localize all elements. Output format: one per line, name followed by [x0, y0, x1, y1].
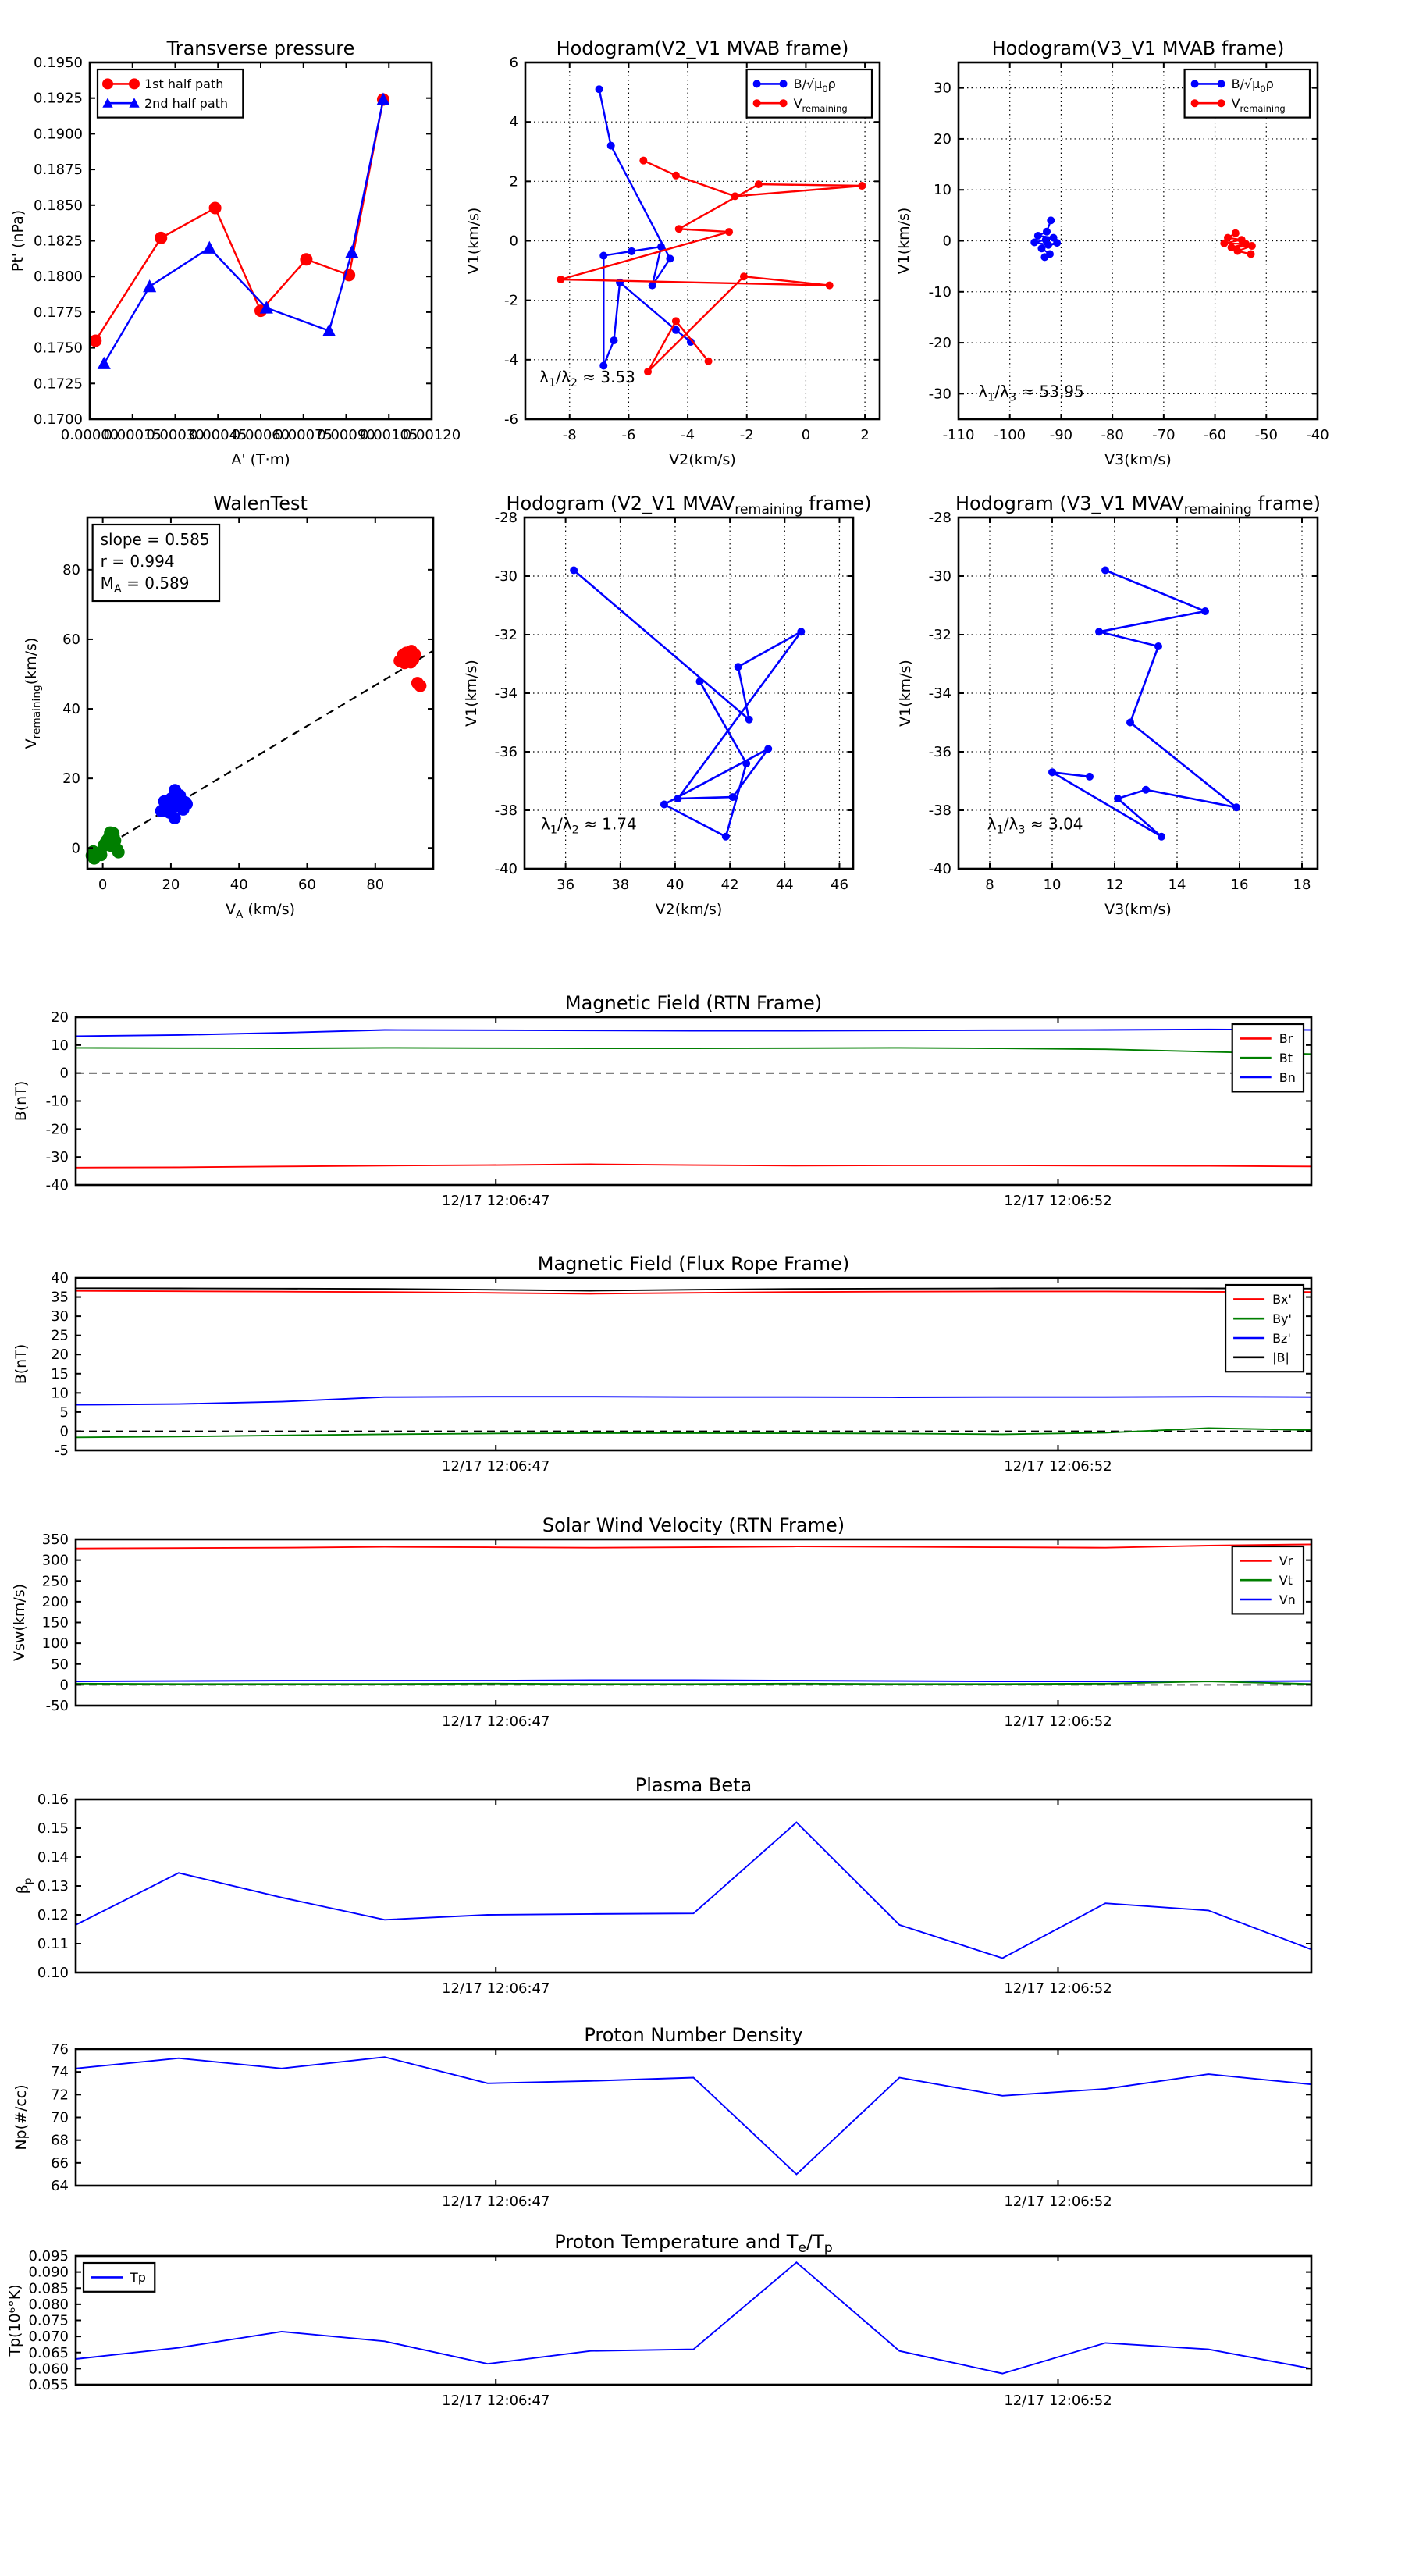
svg-text:Bz': Bz' [1272, 1330, 1291, 1346]
svg-text:λ1/λ2 ≈ 1.74: $\lambda_1/\lambda_2 \approx 1.74$ [541, 814, 637, 837]
svg-text:By': By' [1272, 1311, 1292, 1326]
svg-text:Vremaining: $V_{remaining}$ [793, 95, 848, 114]
svg-text:12/17 12:06:47: 12/17 12:06:47 [442, 1980, 550, 1997]
svg-text:0.1800: 0.1800 [34, 269, 83, 286]
svg-text:15: 15 [51, 1365, 69, 1382]
svg-text:-40: -40 [928, 861, 951, 877]
svg-text:0.15: 0.15 [37, 1820, 69, 1837]
svg-text:0.055: 0.055 [28, 2377, 69, 2393]
svg-text:0.1775: 0.1775 [34, 304, 83, 321]
svg-text:40: 40 [62, 701, 80, 718]
svg-text:80: 80 [62, 561, 80, 578]
svg-text:Vt: Vt [1279, 1572, 1293, 1588]
svg-text:Hodogram (V2_V1 MVAVremaining: Hodogram (V2_V1 $MVAV_{remaining}$ frame) [506, 493, 872, 518]
svg-text:-36: -36 [494, 744, 518, 760]
svg-text:0.1900: 0.1900 [34, 126, 83, 143]
svg-text:-110: -110 [942, 427, 975, 443]
svg-text:20: 20 [51, 1009, 69, 1026]
panel-p12 [6, 2231, 1311, 2409]
panel-p11 [12, 2024, 1311, 2210]
svg-text:0: 0 [98, 877, 108, 893]
svg-text:Pt' (nPa): Pt' (nPa) [9, 209, 27, 272]
svg-text:Br: Br [1279, 1031, 1293, 1047]
svg-text:-30: -30 [45, 1149, 69, 1166]
svg-text:0.060: 0.060 [28, 2361, 69, 2378]
svg-text:A' (T·m): A' (T·m) [231, 451, 290, 468]
svg-text:-34: -34 [494, 685, 518, 702]
svg-text:0.00015: 0.00015 [103, 427, 162, 443]
svg-text:250: 250 [41, 1573, 69, 1590]
svg-text:20: 20 [51, 1347, 69, 1364]
svg-text:B/√μ0ρ: $B/√\mu_0\rho$ [1231, 76, 1274, 95]
svg-text:12: 12 [1105, 877, 1124, 893]
svg-text:2: 2 [509, 173, 518, 190]
svg-text:Magnetic Field (RTN Frame): Magnetic Field (RTN Frame) [564, 992, 823, 1014]
svg-text:-4: -4 [504, 351, 518, 368]
svg-text:Hodogram(V2_V1 MVAB frame): Hodogram(V2_V1 MVAB frame) [556, 37, 849, 59]
panel-p3 [895, 37, 1329, 468]
svg-text:10: 10 [1043, 877, 1062, 893]
svg-text:V1(km/s): V1(km/s) [897, 660, 914, 727]
svg-text:V2(km/s): V2(km/s) [655, 901, 723, 918]
svg-text:λ1/λ3 ≈ 3.04: $\lambda_1/\lambda_3 \approx 3.04$ [987, 814, 1083, 837]
svg-text:-2: -2 [504, 292, 518, 309]
svg-text:14: 14 [1168, 877, 1186, 893]
svg-text:WalenTest: WalenTest [213, 493, 308, 514]
svg-text:30: 30 [51, 1308, 69, 1325]
svg-text:2: 2 [860, 427, 870, 443]
svg-text:76: 76 [51, 2041, 69, 2058]
svg-text:44: 44 [775, 877, 794, 893]
svg-text:12/17 12:06:47: 12/17 12:06:47 [442, 2194, 550, 2210]
svg-text:-70: -70 [1152, 427, 1176, 443]
svg-text:0.1750: 0.1750 [34, 340, 83, 357]
svg-text:-30: -30 [928, 568, 951, 585]
panel-p9 [11, 1514, 1311, 1730]
svg-text:72: 72 [51, 2087, 69, 2104]
svg-text:-28: -28 [494, 510, 518, 526]
svg-text:0: 0 [509, 233, 518, 250]
svg-text:0.1950: 0.1950 [34, 55, 83, 71]
svg-text:36: 36 [557, 877, 575, 893]
svg-text:10: 10 [51, 1037, 69, 1054]
svg-text:350: 350 [41, 1532, 69, 1548]
svg-text:6: 6 [509, 55, 518, 71]
svg-text:12/17 12:06:52: 12/17 12:06:52 [1004, 1980, 1112, 1997]
svg-text:100: 100 [41, 1635, 69, 1653]
svg-text:1st half path: 1st half path [144, 76, 224, 92]
svg-text:35: 35 [51, 1289, 69, 1306]
svg-text:0.00090: 0.00090 [317, 427, 375, 443]
svg-text:0.00105: 0.00105 [360, 427, 418, 443]
svg-text:r = 0.994: r = 0.994 [100, 552, 175, 571]
svg-text:80: 80 [366, 877, 385, 893]
svg-text:Tp(10⁶°K): Tp(10⁶°K) [6, 2284, 23, 2357]
svg-text:40: 40 [666, 877, 685, 893]
svg-text:50: 50 [51, 1656, 69, 1673]
svg-text:-50: -50 [45, 1698, 69, 1714]
svg-text:74: 74 [51, 2064, 69, 2081]
svg-text:150: 150 [41, 1614, 69, 1631]
svg-text:0.10: 0.10 [37, 1965, 69, 1981]
svg-text:B/√μ0ρ: $B/√\mu_0\rho$ [793, 76, 836, 95]
svg-text:38: 38 [611, 877, 630, 893]
svg-text:Proton Number Density: Proton Number Density [584, 2024, 803, 2046]
svg-text:0.12: 0.12 [37, 1907, 69, 1923]
svg-text:Proton Temperature and Te/Tp: Proton Temperature and $T_e/T_p$ [554, 2231, 833, 2256]
svg-text:5: 5 [59, 1404, 69, 1421]
svg-text:V1(km/s): V1(km/s) [463, 660, 480, 727]
svg-text:42: 42 [720, 877, 739, 893]
svg-text:0: 0 [59, 1065, 69, 1082]
svg-text:βp: $\beta_p$ [14, 1877, 34, 1895]
svg-text:0: 0 [801, 427, 811, 443]
svg-text:Tp: Tp [130, 2270, 146, 2286]
svg-text:0: 0 [59, 1423, 69, 1440]
svg-text:Solar Wind Velocity (RTN Frame: Solar Wind Velocity (RTN Frame) [542, 1514, 845, 1536]
svg-text:0.00030: 0.00030 [146, 427, 205, 443]
svg-text:MA = 0.589: $M_A = 0.589$ [100, 574, 190, 596]
svg-text:slope = 0.585: slope = 0.585 [100, 530, 210, 549]
svg-text:0.14: 0.14 [37, 1849, 69, 1866]
svg-text:0.16: 0.16 [37, 1791, 69, 1808]
svg-text:Vn: Vn [1279, 1592, 1296, 1607]
svg-text:-90: -90 [1049, 427, 1073, 443]
svg-text:40: 40 [229, 877, 248, 893]
svg-text:-40: -40 [45, 1177, 69, 1194]
svg-text:25: 25 [51, 1327, 69, 1344]
svg-text:12/17 12:06:47: 12/17 12:06:47 [442, 1193, 550, 1209]
svg-text:30: 30 [934, 80, 951, 97]
svg-text:-5: -5 [55, 1443, 69, 1459]
svg-text:60: 60 [298, 877, 316, 893]
svg-text:-8: -8 [562, 427, 577, 443]
panel-p5 [463, 493, 872, 918]
svg-text:0.095: 0.095 [28, 2248, 69, 2265]
svg-text:VA (km/s): $V_A$ (km/s) [225, 901, 296, 921]
svg-text:Bx': Bx' [1272, 1292, 1292, 1308]
svg-text:0.11: 0.11 [37, 1936, 69, 1952]
svg-text:0: 0 [59, 1677, 69, 1694]
svg-text:0.080: 0.080 [28, 2296, 69, 2313]
svg-text:λ1/λ3 ≈ 53.95: $\lambda_1/\lambda_3 \approx 53.95$ [978, 382, 1084, 404]
svg-text:0.00000: 0.00000 [60, 427, 119, 443]
svg-text:-60: -60 [1203, 427, 1227, 443]
svg-text:-80: -80 [1101, 427, 1124, 443]
panel-p6 [897, 493, 1321, 918]
svg-text:-32: -32 [928, 627, 951, 643]
svg-text:-6: -6 [504, 411, 518, 428]
svg-text:Np(#/cc): Np(#/cc) [12, 2084, 30, 2151]
svg-text:64: 64 [51, 2178, 69, 2194]
panel-p1 [9, 37, 461, 468]
svg-text:B(nT): B(nT) [12, 1343, 30, 1385]
svg-text:0.1925: 0.1925 [34, 90, 83, 107]
svg-text:0.00060: 0.00060 [231, 427, 290, 443]
svg-text:12/17 12:06:52: 12/17 12:06:52 [1004, 2393, 1112, 2409]
svg-text:-36: -36 [928, 744, 951, 760]
svg-text:|B|: |B| [1272, 1350, 1289, 1365]
svg-text:20: 20 [162, 877, 180, 893]
svg-text:16: 16 [1230, 877, 1249, 893]
svg-text:10: 10 [51, 1385, 69, 1402]
svg-text:-32: -32 [494, 627, 518, 643]
svg-text:-20: -20 [928, 335, 951, 352]
svg-text:0.1825: 0.1825 [34, 233, 83, 250]
svg-text:0.1850: 0.1850 [34, 197, 83, 214]
svg-text:0.00075: 0.00075 [274, 427, 333, 443]
svg-text:Hodogram (V3_V1 MVAVremaining: Hodogram (V3_V1 $MVAV_{remaining}$ frame) [955, 493, 1321, 518]
svg-text:12/17 12:06:52: 12/17 12:06:52 [1004, 1193, 1112, 1209]
svg-text:20: 20 [934, 130, 951, 148]
svg-text:2nd half path: 2nd half path [144, 95, 229, 111]
svg-text:66: 66 [51, 2154, 69, 2172]
svg-text:Vr: Vr [1279, 1553, 1293, 1569]
svg-text:V3(km/s): V3(km/s) [1104, 901, 1172, 918]
svg-text:-2: -2 [739, 427, 754, 443]
svg-text:12/17 12:06:52: 12/17 12:06:52 [1004, 1713, 1112, 1730]
svg-text:Transverse pressure: Transverse pressure [166, 37, 355, 59]
svg-text:-38: -38 [494, 802, 518, 819]
svg-text:12/17 12:06:52: 12/17 12:06:52 [1004, 2194, 1112, 2210]
svg-text:B(nT): B(nT) [12, 1080, 30, 1122]
svg-text:V1(km/s): V1(km/s) [465, 207, 482, 275]
svg-text:0.1875: 0.1875 [34, 162, 83, 179]
svg-text:18: 18 [1293, 877, 1311, 893]
svg-text:0.075: 0.075 [28, 2312, 69, 2329]
svg-text:-40: -40 [494, 861, 518, 877]
svg-text:0.090: 0.090 [28, 2264, 69, 2281]
svg-text:0: 0 [71, 840, 80, 857]
svg-text:200: 200 [41, 1593, 69, 1610]
svg-text:0.070: 0.070 [28, 2329, 69, 2346]
svg-text:-50: -50 [1254, 427, 1278, 443]
svg-text:12/17 12:06:47: 12/17 12:06:47 [442, 1458, 550, 1475]
svg-text:Vremaining(km/s): $V_{remaining}(km/s)$ [23, 637, 43, 749]
svg-text:0.085: 0.085 [28, 2280, 69, 2297]
svg-text:0.065: 0.065 [28, 2344, 69, 2361]
panel-p8 [12, 1253, 1311, 1475]
svg-text:-4: -4 [681, 427, 695, 443]
svg-text:Plasma Beta: Plasma Beta [635, 1774, 752, 1796]
svg-text:10: 10 [934, 182, 951, 199]
panel-p10 [14, 1774, 1311, 1997]
panel-p2 [465, 37, 880, 468]
svg-text:4: 4 [509, 114, 518, 131]
svg-text:0.13: 0.13 [37, 1878, 69, 1895]
svg-text:0.1700: 0.1700 [34, 411, 83, 428]
svg-text:0.00120: 0.00120 [402, 427, 461, 443]
svg-text:V1(km/s): V1(km/s) [895, 207, 912, 275]
svg-text:V3(km/s): V3(km/s) [1104, 451, 1172, 468]
svg-text:8: 8 [985, 877, 994, 893]
svg-text:68: 68 [51, 2132, 69, 2149]
svg-text:Bt: Bt [1279, 1050, 1293, 1066]
svg-text:λ1/λ2 ≈ 3.53: $\lambda_1/\lambda_2 \approx 3.53$ [539, 368, 635, 390]
svg-text:-10: -10 [45, 1093, 69, 1110]
svg-text:Vremaining: $V_{remaining}$ [1231, 95, 1286, 114]
svg-text:Hodogram(V3_V1 MVAB frame): Hodogram(V3_V1 MVAB frame) [991, 37, 1285, 59]
svg-text:-28: -28 [928, 510, 951, 526]
svg-text:70: 70 [51, 2109, 69, 2126]
svg-text:-6: -6 [621, 427, 636, 443]
svg-text:12/17 12:06:52: 12/17 12:06:52 [1004, 1458, 1112, 1475]
svg-text:40: 40 [51, 1270, 69, 1286]
svg-text:0: 0 [942, 233, 951, 250]
panel-p7 [12, 992, 1311, 1209]
svg-text:V2(km/s): V2(km/s) [669, 451, 736, 468]
svg-text:300: 300 [41, 1552, 69, 1569]
svg-text:-34: -34 [928, 685, 951, 702]
svg-text:-20: -20 [45, 1121, 69, 1138]
svg-text:0.1725: 0.1725 [34, 375, 83, 393]
svg-text:12/17 12:06:47: 12/17 12:06:47 [442, 2393, 550, 2409]
svg-text:-38: -38 [928, 802, 951, 819]
svg-text:-40: -40 [1306, 427, 1329, 443]
svg-text:-30: -30 [928, 386, 951, 403]
svg-text:Magnetic Field (Flux Rope Fram: Magnetic Field (Flux Rope Frame) [537, 1253, 850, 1275]
svg-text:0.00045: 0.00045 [189, 427, 247, 443]
svg-text:-30: -30 [494, 568, 518, 585]
svg-text:Vsw(km/s): Vsw(km/s) [11, 1583, 28, 1662]
svg-text:12/17 12:06:47: 12/17 12:06:47 [442, 1713, 550, 1730]
panel-p4 [23, 493, 433, 921]
svg-text:46: 46 [831, 877, 848, 893]
svg-text:20: 20 [62, 770, 80, 788]
svg-text:-100: -100 [994, 427, 1026, 443]
svg-text:Bn: Bn [1279, 1069, 1296, 1085]
svg-text:60: 60 [62, 631, 80, 648]
svg-text:-10: -10 [928, 283, 951, 301]
